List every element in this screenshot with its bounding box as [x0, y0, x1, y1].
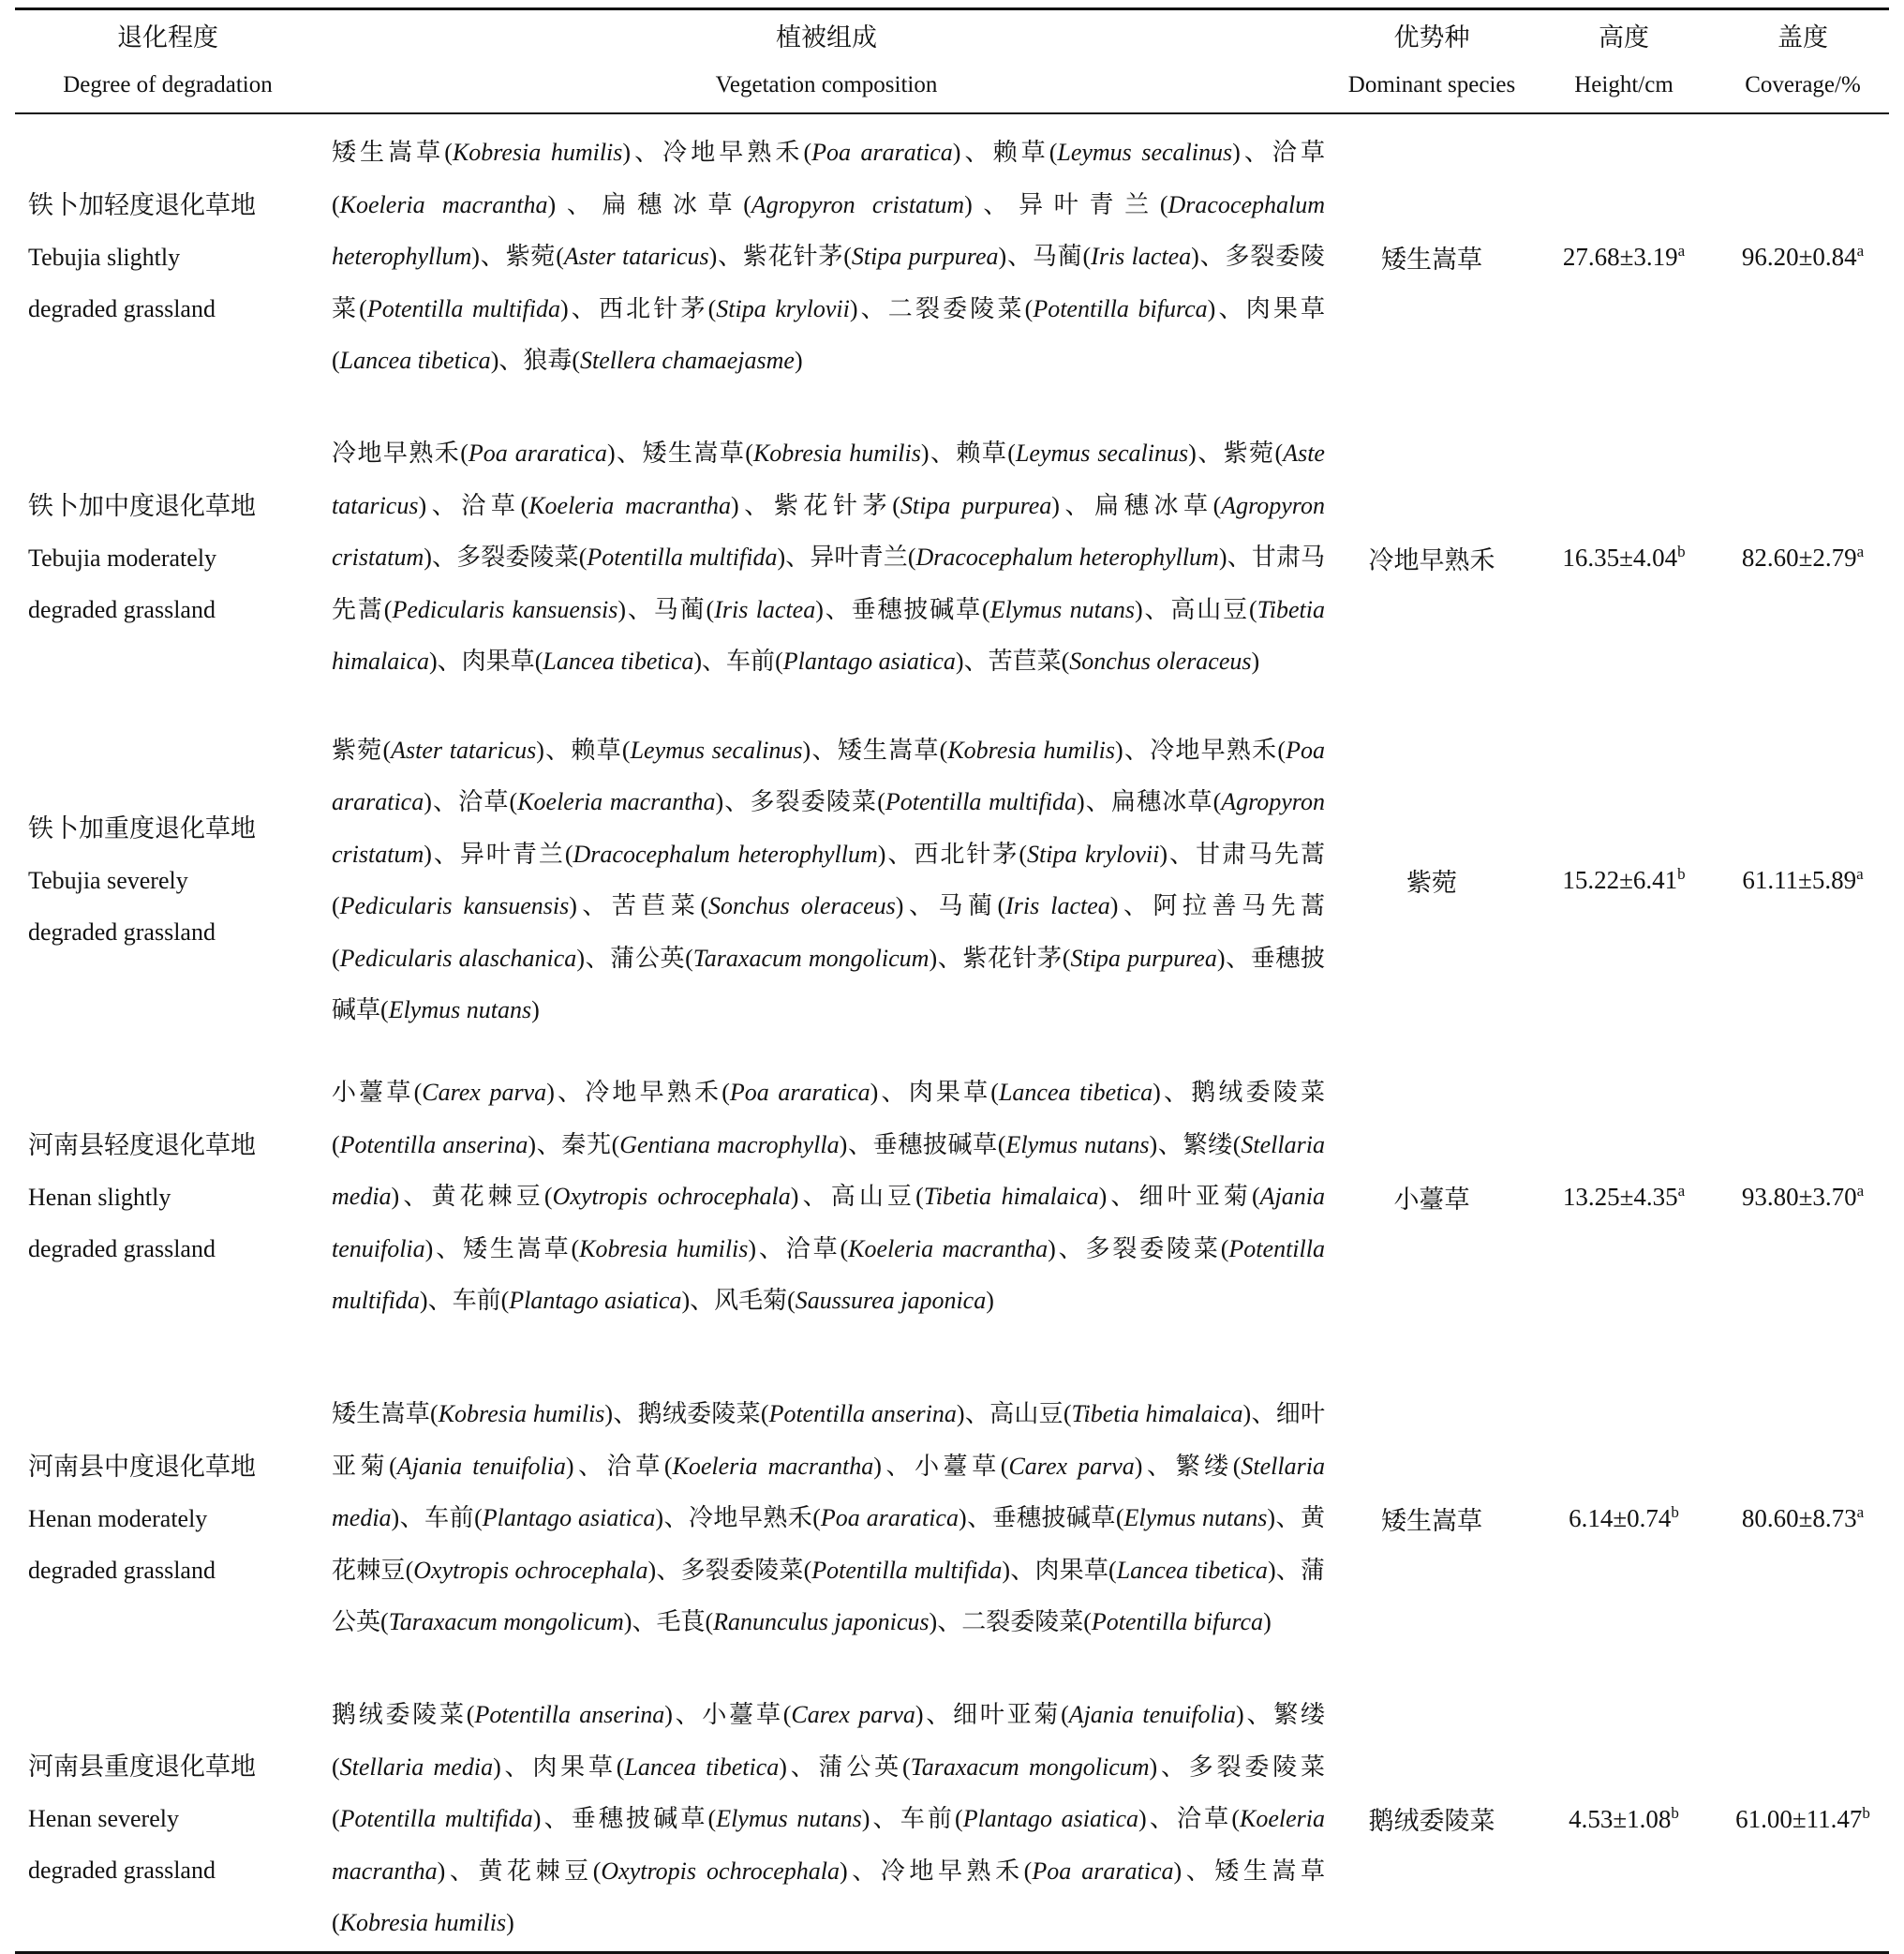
degree-cell — [15, 716, 320, 1044]
latin-name: Potentilla bifurca — [1033, 294, 1208, 322]
latin-name: Leymus secalinus — [1057, 139, 1233, 167]
latin-name: Gentiana macrophylla — [619, 1130, 840, 1158]
composition-cell: 冷地早熟禾(Poa araratica)、矮生嵩草(Kobresia humilis)、赖草(Leymus secalinus)、紫菀(Aste tataricus)、洽草(Koeleria macrantha)、紫花针茅(Stipa purpurea)、扁穗冰草(Agropyron cristatum)、多裂委陵菜(Potentilla multifida)、异叶青兰(Dracocephalum heterophyllum)、甘肃马先蒿(Pedicularis kansuensis)、马蔺(Iris lactea)、垂穗披碱草(Elymus nutans)、高山豆(Tibetia himalaica)、肉果草(Lancea tibetica)、车前(Plantago asiatica)、苦苣菜(Sonchus oleraceus) — [332, 440, 1325, 676]
latin-name: Stipa purpurea — [900, 491, 1052, 519]
height-value: 27.68±3.19 — [1562, 243, 1678, 271]
header-dominant-en: Dominant species — [1332, 58, 1531, 113]
latin-name: Potentilla anserina — [339, 1130, 528, 1158]
height-significance: a — [1677, 1182, 1686, 1200]
latin-name: Potentilla multifida — [339, 1805, 533, 1832]
latin-name: Potentilla anserina — [768, 1400, 957, 1428]
latin-name: Ajania tenuifolia — [1068, 1701, 1237, 1728]
header-dominant-zh: 优势种 — [1332, 9, 1531, 59]
latin-name: Elymus nutans — [716, 1805, 862, 1832]
latin-name: Taraxacum mongolicum — [388, 1608, 624, 1636]
latin-name: Oxytropis ochrocephala — [601, 1857, 840, 1885]
table-row — [15, 716, 1889, 1044]
coverage-cell — [1717, 113, 1889, 399]
dominant-species-cell: 紫菀 — [1406, 868, 1457, 898]
latin-name: Kobresia humilis — [452, 139, 623, 167]
coverage-value: 61.11±5.89 — [1742, 866, 1857, 894]
coverage-cell — [1717, 716, 1889, 1044]
latin-name: Poa araratica — [811, 139, 953, 167]
latin-name: Stipa krylovii — [1027, 840, 1160, 868]
latin-name: Plantago asiatica — [509, 1287, 682, 1315]
latin-name: Pedicularis kansuensis — [392, 595, 618, 623]
latin-name: Lancea tibetica — [1116, 1556, 1268, 1584]
latin-name: Potentilla multifida — [811, 1556, 1003, 1584]
table-row — [15, 399, 1889, 716]
latin-name: Leymus secalinus — [630, 736, 803, 764]
table-row — [15, 1687, 1889, 1952]
latin-name: Stipa krylovii — [716, 294, 850, 322]
latin-name: Poa araratica — [332, 736, 1325, 815]
coverage-cell — [1717, 1687, 1889, 1952]
composition-cell: 矮生嵩草(Kobresia humilis)、冷地早熟禾(Poa araratica)、赖草(Leymus secalinus)、洽草(Koeleria macrantha)、扁穗冰草(Agropyron cristatum)、异叶青兰(Dracocephalum heterophyllum)、紫菀(Aster tataricus)、紫花针茅(Stipa purpurea)、马蔺(Iris lactea)、多裂委陵菜(Potentilla multifida)、西北针茅(Stipa krylovii)、二裂委陵菜(Potentilla bifurca)、肉果草(Lancea tibetica)、狼毒(Stellera chamaejasme) — [332, 139, 1325, 375]
latin-name: Stipa purpurea — [851, 243, 999, 271]
degree-cell — [15, 1350, 320, 1687]
latin-name: Koeleria macrantha — [332, 1805, 1325, 1885]
latin-name: Pedicularis kansuensis — [339, 892, 570, 919]
latin-name: Lancea tibetica — [339, 347, 491, 375]
latin-name: Oxytropis ochrocephala — [413, 1556, 648, 1584]
header-row-en — [15, 58, 1889, 113]
latin-name: Kobresia humilis — [947, 736, 1116, 764]
header-vegetation-zh: 植被组成 — [320, 9, 1332, 59]
latin-name: Iris lactea — [1005, 892, 1110, 919]
dominant-species-cell: 矮生嵩草 — [1381, 245, 1482, 275]
header-degree-en: Degree of degradation — [15, 58, 320, 113]
header-row-zh — [15, 9, 1889, 59]
latin-name: Potentilla multifida — [366, 294, 560, 322]
latin-name: Elymus nutans — [1123, 1504, 1268, 1532]
coverage-significance: a — [1856, 1182, 1865, 1200]
degree-en-line1: Tebujia severely — [28, 866, 188, 894]
latin-name: Lancea tibetica — [543, 648, 694, 676]
latin-name: Elymus nutans — [1005, 1130, 1150, 1158]
latin-name: Poa araratica — [820, 1504, 959, 1532]
latin-name: Sonchus oleraceus — [1069, 648, 1252, 676]
degree-zh: 铁卜加中度退化草地 — [28, 491, 256, 521]
latin-name: Plantago asiatica — [782, 648, 956, 676]
latin-name: Tibetia himalaica — [1071, 1400, 1243, 1428]
latin-name: Koeleria macrantha — [848, 1234, 1049, 1262]
latin-name: Lancea tibetica — [998, 1079, 1153, 1107]
latin-name: Poa araratica — [1032, 1857, 1174, 1885]
table-row — [15, 1350, 1889, 1687]
degree-en-line2: degraded grassland — [28, 1234, 216, 1262]
latin-name: Carex parva — [791, 1701, 915, 1728]
height-cell — [1531, 1044, 1717, 1350]
latin-name: Potentilla multifida — [885, 788, 1077, 815]
composition-cell: 矮生嵩草(Kobresia humilis)、鹅绒委陵菜(Potentilla anserina)、高山豆(Tibetia himalaica)、细叶亚菊(Ajania tenuifolia)、洽草(Koeleria macrantha)、小薹草(Carex parva)、繁缕(Stellaria media)、车前(Plantago asiatica)、冷地早熟禾(Poa araratica)、垂穗披碱草(Elymus nutans)、黄花棘豆(Oxytropis ochrocephala)、多裂委陵菜(Potentilla multifida)、肉果草(Lancea tibetica)、蒲公英(Taraxacum mongolicum)、毛茛(Ranunculus japonicus)、二裂委陵菜(Potentilla bifurca) — [332, 1400, 1325, 1636]
degree-en-line1: Henan severely — [28, 1805, 179, 1833]
latin-name: Potentilla bifurca — [1091, 1608, 1264, 1636]
latin-name: Carex parva — [422, 1079, 547, 1107]
degree-cell — [15, 113, 320, 399]
latin-name: Potentilla multifida — [332, 1234, 1325, 1315]
latin-name: Aste tataricus — [332, 440, 1325, 519]
latin-name: Saussurea japonica — [795, 1287, 987, 1315]
composition-cell: 小薹草(Carex parva)、冷地早熟禾(Poa araratica)、肉果草(Lancea tibetica)、鹅绒委陵菜(Potentilla anserina)、秦艽(Gentiana macrophylla)、垂穗披碱草(Elymus nutans)、繁缕(Stellaria media)、黄花棘豆(Oxytropis ochrocephala)、高山豆(Tibetia himalaica)、细叶亚菊(Ajania tenuifolia)、矮生嵩草(Kobresia humilis)、洽草(Koeleria macrantha)、多裂委陵菜(Potentilla multifida)、车前(Plantago asiatica)、风毛菊(Saussurea japonica) — [332, 1079, 1325, 1315]
degree-zh: 铁卜加轻度退化草地 — [28, 190, 256, 220]
height-significance: b — [1671, 1503, 1679, 1521]
height-value: 6.14±0.74 — [1569, 1504, 1672, 1532]
coverage-cell — [1717, 399, 1889, 716]
degree-en-line2: degraded grassland — [28, 294, 216, 322]
latin-name: Koeleria macrantha — [672, 1452, 874, 1480]
latin-name: Koeleria macrantha — [339, 190, 548, 218]
degree-en-line2: degraded grassland — [28, 1556, 216, 1584]
latin-name: Carex parva — [1008, 1452, 1135, 1480]
latin-name: Koeleria macrantha — [517, 788, 716, 815]
height-value: 13.25±4.35 — [1562, 1183, 1678, 1211]
table-row — [15, 113, 1889, 399]
latin-name: Ajania tenuifolia — [332, 1183, 1325, 1262]
degree-cell — [15, 1044, 320, 1350]
coverage-value: 80.60±8.73 — [1741, 1504, 1857, 1532]
degree-zh: 铁卜加重度退化草地 — [28, 813, 256, 843]
latin-name: Ajania tenuifolia — [396, 1452, 566, 1480]
latin-name: Dracocephalum heterophyllum — [332, 190, 1325, 271]
latin-name: Stellera chamaejasme — [580, 347, 795, 375]
latin-name: Tibetia himalaica — [332, 595, 1325, 676]
dominant-species-cell: 小薹草 — [1393, 1185, 1470, 1215]
coverage-value: 82.60±2.79 — [1741, 544, 1857, 572]
latin-name: Taraxacum mongolicum — [910, 1753, 1150, 1781]
latin-name: Oxytropis ochrocephala — [552, 1183, 791, 1211]
composition-cell: 鹅绒委陵菜(Potentilla anserina)、小薹草(Carex parva)、细叶亚菊(Ajania tenuifolia)、繁缕(Stellaria media)、肉果草(Lancea tibetica)、蒲公英(Taraxacum mongolicum)、多裂委陵菜(Potentilla multifida)、垂穗披碱草(Elymus nutans)、车前(Plantago asiatica)、洽草(Koeleria macrantha)、黄花棘豆(Oxytropis ochrocephala)、冷地早熟禾(Poa araratica)、矮生嵩草(Kobresia humilis) — [320, 1687, 1332, 1952]
height-cell — [1531, 716, 1717, 1044]
latin-name: Stellaria media — [332, 1452, 1325, 1532]
degree-en-line1: Tebujia slightly — [28, 243, 181, 271]
degree-cell — [15, 1687, 320, 1952]
coverage-significance: a — [1856, 865, 1864, 883]
latin-name: Plantago asiatica — [962, 1805, 1139, 1832]
header-coverage-en: Coverage/% — [1717, 58, 1889, 113]
latin-name: Kobresia humilis — [752, 440, 921, 468]
degree-en-line1: Henan slightly — [28, 1183, 171, 1211]
latin-name: Kobresia humilis — [438, 1400, 605, 1428]
coverage-value: 93.80±3.70 — [1741, 1183, 1857, 1211]
latin-name: Stellaria media — [339, 1753, 494, 1781]
dominant-species-cell: 鹅绒委陵菜 — [1332, 1687, 1531, 1952]
table-row — [15, 1044, 1889, 1350]
height-value: 15.22±6.41 — [1562, 866, 1678, 894]
height-significance: b — [1671, 1803, 1679, 1822]
latin-name: Aster tataricus — [563, 243, 709, 271]
coverage-significance: a — [1856, 543, 1865, 560]
latin-name: Poa araratica — [729, 1079, 870, 1107]
header-height-en: Height/cm — [1531, 58, 1717, 113]
latin-name: Agropyron cristatum — [332, 491, 1325, 572]
header-degree-zh: 退化程度 — [15, 9, 320, 59]
coverage-value: 61.00±11.47 — [1735, 1804, 1863, 1833]
degree-en-line2: degraded grassland — [28, 917, 216, 946]
latin-name: Tibetia himalaica — [923, 1183, 1099, 1211]
dominant-species-cell: 矮生嵩草 — [1381, 1506, 1482, 1536]
latin-name: Aster tataricus — [391, 736, 537, 764]
composition-cell: 紫菀(Aster tataricus)、赖草(Leymus secalinus)、矮生嵩草(Kobresia humilis)、冷地早熟禾(Poa araratica)、洽草(Koeleria macrantha)、多裂委陵菜(Potentilla multifida)、扁穗冰草(Agropyron cristatum)、异叶青兰(Dracocephalum heterophyllum)、西北针茅(Stipa krylovii)、甘肃马先蒿(Pedicularis kansuensis)、苦苣菜(Sonchus oleraceus)、马蔺(Iris lactea)、阿拉善马先蒿(Pedicularis alaschanica)、蒲公英(Taraxacum mongolicum)、紫花针茅(Stipa purpurea)、垂穗披碱草(Elymus nutans) — [332, 736, 1325, 1023]
vegetation-table — [15, 7, 1889, 1954]
degree-zh: 河南县轻度退化草地 — [28, 1130, 256, 1160]
latin-name: Leymus secalinus — [1015, 440, 1189, 468]
coverage-significance: a — [1856, 1503, 1865, 1521]
degree-zh: 河南县重度退化草地 — [28, 1753, 256, 1782]
latin-name: Plantago asiatica — [482, 1504, 656, 1532]
latin-name: Pedicularis alaschanica — [339, 944, 577, 972]
latin-name: Koeleria macrantha — [528, 491, 731, 519]
degree-en-line1: Tebujia moderately — [28, 544, 217, 572]
degree-cell — [15, 399, 320, 716]
coverage-significance: b — [1862, 1803, 1870, 1822]
latin-name: Agropyron cristatum — [751, 190, 965, 218]
latin-name: Lancea tibetica — [624, 1753, 780, 1781]
height-cell — [1531, 1350, 1717, 1687]
latin-name: Agropyron cristatum — [332, 788, 1325, 868]
latin-name: Ranunculus japonicus — [713, 1608, 930, 1636]
latin-name: Iris lactea — [1091, 243, 1192, 271]
latin-name: Iris lactea — [714, 595, 816, 623]
height-cell — [1531, 399, 1717, 716]
height-significance: b — [1677, 543, 1686, 560]
latin-name: Stellaria media — [332, 1130, 1325, 1211]
header-vegetation-en: Vegetation composition — [320, 58, 1332, 113]
latin-name: Elymus nutans — [989, 595, 1135, 623]
latin-name: Kobresia humilis — [339, 1909, 507, 1936]
degree-zh: 河南县中度退化草地 — [28, 1452, 256, 1482]
degree-en-line2: degraded grassland — [28, 1857, 216, 1885]
latin-name: Stipa purpurea — [1070, 944, 1217, 972]
latin-name: Dracocephalum heterophyllum — [573, 840, 878, 868]
height-cell — [1531, 113, 1717, 399]
dominant-species-cell: 冷地早熟禾 — [1368, 545, 1495, 575]
height-significance: b — [1677, 865, 1686, 883]
latin-name: Potentilla multifida — [587, 544, 778, 572]
latin-name: Sonchus oleraceus — [708, 892, 896, 919]
coverage-cell — [1717, 1044, 1889, 1350]
latin-name: Potentilla anserina — [474, 1701, 665, 1728]
degree-en-line1: Henan moderately — [28, 1504, 208, 1532]
latin-name: Taraxacum mongolicum — [692, 944, 930, 972]
header-height-zh: 高度 — [1531, 9, 1717, 59]
latin-name: Elymus nutans — [388, 996, 532, 1023]
height-cell — [1531, 1687, 1717, 1952]
height-significance: a — [1677, 242, 1686, 260]
degree-en-line2: degraded grassland — [28, 595, 216, 623]
coverage-significance: a — [1856, 242, 1865, 260]
coverage-cell — [1717, 1350, 1889, 1687]
height-value: 16.35±4.04 — [1562, 544, 1678, 572]
height-value: 4.53±1.08 — [1569, 1804, 1672, 1833]
latin-name: Poa araratica — [468, 440, 607, 468]
latin-name: Kobresia humilis — [579, 1234, 749, 1262]
latin-name: Dracocephalum heterophyllum — [915, 544, 1219, 572]
coverage-value: 96.20±0.84 — [1741, 243, 1857, 271]
header-coverage-zh: 盖度 — [1717, 9, 1889, 59]
